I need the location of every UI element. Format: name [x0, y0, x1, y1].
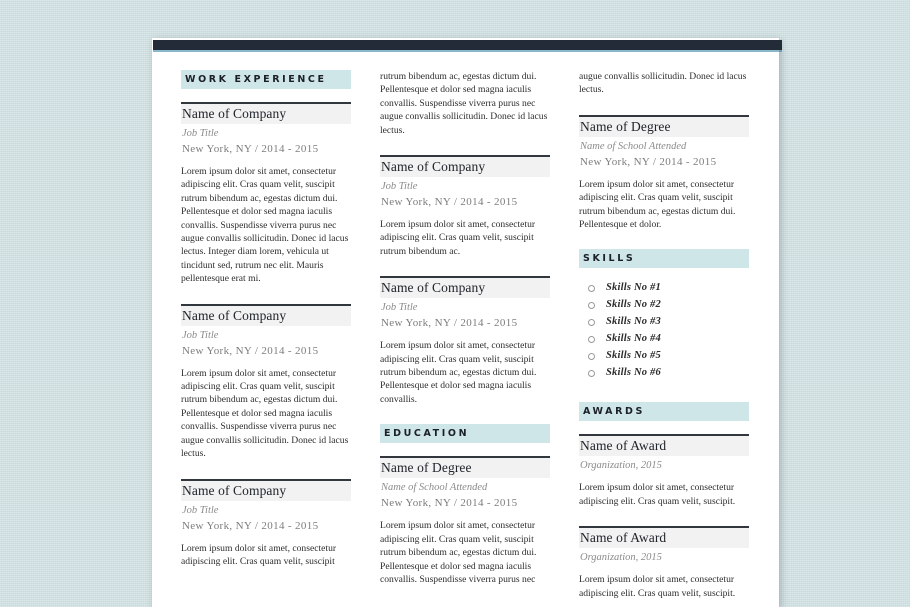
entry-subtitle: Job Title	[182, 504, 219, 516]
entry-title: Name of Award	[579, 436, 749, 456]
resume-page	[152, 38, 779, 607]
circle-bullet-icon	[588, 336, 595, 343]
award-entry	[579, 434, 749, 508]
education-entry	[380, 456, 550, 586]
entry-title: Name of Company	[181, 306, 351, 326]
list-item	[579, 315, 749, 329]
column-right	[579, 70, 749, 607]
section-header-awards: AWARDS	[579, 402, 749, 421]
skills-list	[579, 281, 749, 380]
column-middle	[380, 70, 550, 607]
education-entry	[579, 115, 749, 232]
entry-description: Lorem ipsum dolor sit amet, consectetur adipiscing elit. Cras quam velit, suscipit.	[579, 482, 736, 507]
page-top-bar	[153, 40, 782, 50]
entry-subtitle: Organization, 2015	[580, 552, 662, 564]
entry-title: Name of Degree	[579, 117, 749, 137]
work-entry	[181, 304, 351, 461]
skill-label: Skills No #3	[606, 316, 661, 328]
entry-description: Lorem ipsum dolor sit amet, consectetur adipiscing elit. Cras quam velit, suscipit	[181, 542, 337, 567]
entry-location-dates: New York, NY / 2014 - 2015	[182, 344, 319, 357]
page-top-bar-accent	[153, 50, 782, 52]
circle-bullet-icon	[588, 302, 595, 309]
entry-location-dates: New York, NY / 2014 - 2015	[381, 317, 518, 330]
circle-bullet-icon	[588, 319, 595, 326]
section-header-skills: SKILLS	[579, 249, 749, 268]
skill-label: Skills No #5	[606, 350, 661, 362]
entry-location-dates: New York, NY / 2014 - 2015	[182, 519, 319, 532]
circle-bullet-icon	[588, 285, 595, 292]
column-left	[181, 70, 351, 607]
entry-location-dates: New York, NY / 2014 - 2015	[381, 196, 518, 209]
skill-label: Skills No #1	[606, 282, 661, 294]
skill-label: Skills No #2	[606, 299, 661, 311]
entry-location-dates: New York, NY / 2014 - 2015	[182, 143, 319, 155]
entry-description: Lorem ipsum dolor sit amet, consectetur adipiscing elit. Cras quam velit, suscipit rutrum bibendum ac, egestas dictum dui. Pellentesque et dolor sed magna iaculis convallis.	[380, 340, 537, 405]
entry-description: Lorem ipsum dolor sit amet, consectetur adipiscing elit. Cras quam velit, suscipit rutrum bibendum ac, egestas dictum dui. Pellentesque et dolor sed magna iaculis convallis. Suspendisse viverra purus nec augue convallis sollicitudin. Donec id lacus lectus. Integer diam lorem, vehicula ut tincidunt sed, rutrum nec elit. Mauris pellentesque erat mi.	[181, 166, 349, 285]
entry-description: Lorem ipsum dolor sit amet, consectetur adipiscing elit. Cras quam velit, suscipit rutrum bibendum ac.	[380, 219, 536, 257]
section-header-education: EDUCATION	[380, 424, 550, 443]
list-item	[579, 366, 749, 380]
entry-subtitle: Name of School Attended	[580, 140, 687, 152]
list-item	[579, 298, 749, 312]
list-item	[579, 349, 749, 363]
skills-block	[579, 249, 749, 380]
entry-subtitle: Organization, 2015	[580, 460, 662, 472]
circle-bullet-icon	[588, 370, 595, 377]
section-header-work-experience: WORK EXPERIENCE	[181, 70, 351, 89]
entry-subtitle: Name of School Attended	[381, 482, 488, 494]
entry-description: Lorem ipsum dolor sit amet, consectetur adipiscing elit. Cras quam velit, suscipit.	[579, 574, 736, 599]
entry-subtitle: Job Title	[381, 302, 418, 314]
entry-location-dates: New York, NY / 2014 - 2015	[381, 497, 518, 510]
award-entry	[579, 526, 749, 600]
work-entry	[380, 155, 550, 258]
circle-bullet-icon	[588, 353, 595, 360]
entry-title: Name of Company	[380, 278, 550, 298]
three-column-layout	[152, 38, 779, 607]
list-item	[579, 332, 749, 346]
skill-label: Skills No #6	[606, 367, 661, 379]
work-entry	[380, 276, 550, 406]
entry-description: Lorem ipsum dolor sit amet, consectetur adipiscing elit. Cras quam velit, suscipit rutrum bibendum ac, egestas dictum dui. Pellentesque et dolor sed magna iaculis convallis. Suspendisse viverra purus nec	[380, 520, 537, 585]
entry-title: Name of Company	[380, 157, 550, 177]
entry-location-dates: New York, NY / 2014 - 2015	[580, 155, 717, 168]
entry-title: Name of Company	[181, 481, 351, 501]
entry-title: Name of Award	[579, 528, 749, 548]
list-item	[579, 281, 749, 295]
skill-label: Skills No #4	[606, 333, 661, 345]
entry-description: Lorem ipsum dolor sit amet, consectetur adipiscing elit. Cras quam velit, suscipit rutrum bibendum ac, egestas dictum dui. Pellentesque et dolor.	[579, 178, 736, 231]
entry-subtitle: Job Title	[182, 128, 219, 139]
continuation-paragraph: rutrum bibendum ac, egestas dictum dui. Pellentesque et dolor sed magna iaculis convallis. Suspendisse viverra purus nec augue convallis sollicitudin. Donec id lacus lectus.	[380, 71, 548, 136]
work-entry	[181, 479, 351, 569]
work-entry	[181, 102, 351, 286]
entry-subtitle: Job Title	[381, 181, 418, 193]
entry-title: Name of Company	[181, 104, 351, 124]
continuation-paragraph: augue convallis sollicitudin. Donec id lacus lectus.	[579, 71, 747, 96]
entry-description: Lorem ipsum dolor sit amet, consectetur adipiscing elit. Cras quam velit, suscipit rutrum bibendum ac, egestas dictum dui. Pellentesque et dolor sed magna iaculis convallis. Suspendisse viverra purus nec augue convallis sollicitudin. Donec id lacus lectus.	[181, 367, 349, 460]
entry-subtitle: Job Title	[182, 329, 219, 341]
entry-title: Name of Degree	[380, 458, 550, 478]
